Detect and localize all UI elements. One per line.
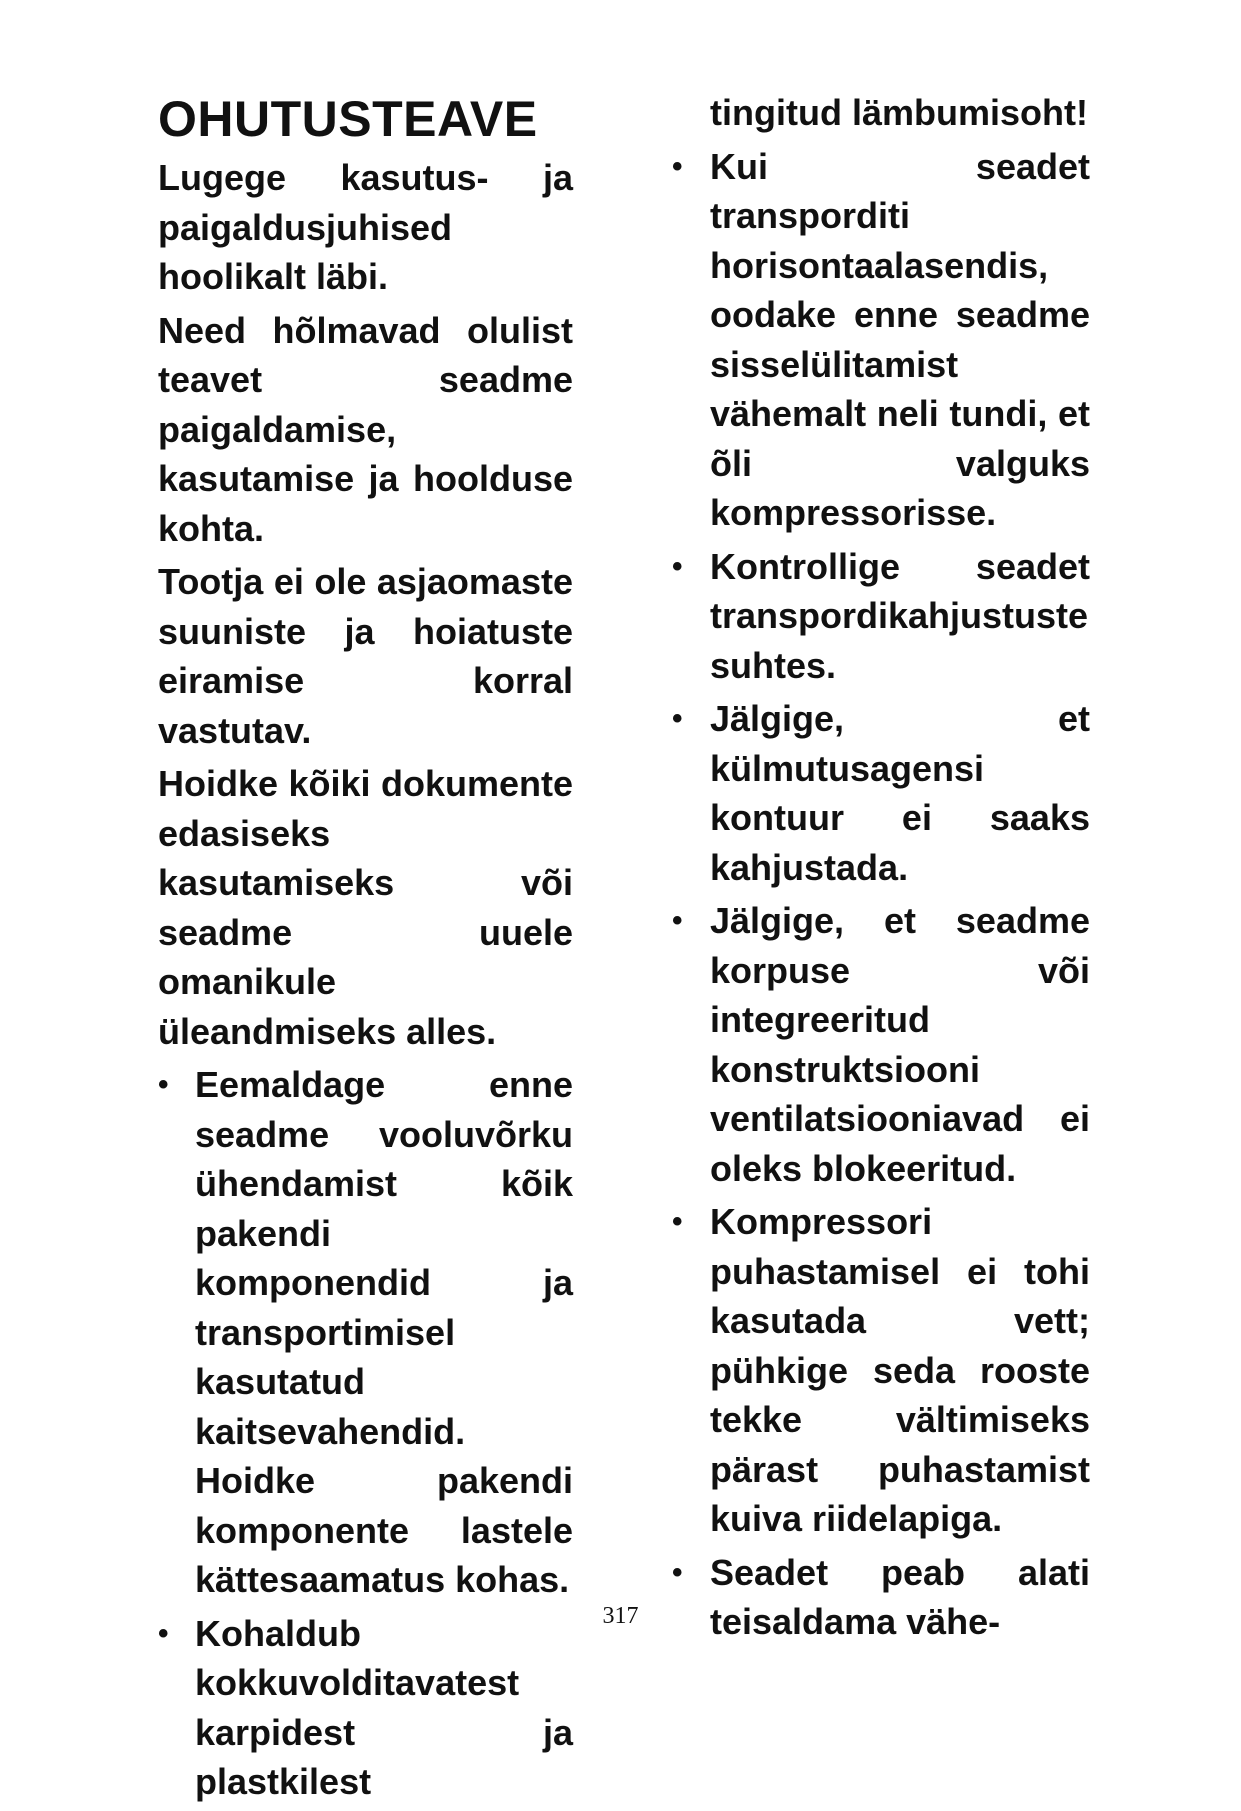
bullet-item: • Kui seadet transporditi horisontaalasendis, oodake enne seadme sisselülitamist vähemalt neli tundi, et õli valguks kompressorisse. xyxy=(672,142,1090,538)
paragraph: Lugege kasutus- ja paigaldusjuhised hoolikalt läbi. xyxy=(158,157,573,297)
bullet-item: • Jälgige, et külmutusagensi kontuur ei saaks kahjustada. xyxy=(672,694,1090,892)
bullet-item: • Seadet peab alati teisaldama vähe- xyxy=(672,1548,1090,1647)
paragraph: Tootja ei ole asjaomaste suuniste ja hoiatuste eiramise korral vastutav. xyxy=(158,561,573,751)
bullet-item: • Kompressori puhastamisel ei tohi kasutada vett; pühkige seda rooste tekke vältimiseks pärast puhastamist kuiva riidelapiga. xyxy=(672,1197,1090,1544)
continuation-text: tingitud lämbumisoht! xyxy=(710,92,1088,133)
page-number: 317 xyxy=(602,1603,639,1629)
bullet-item: • Eemaldage enne seadme vooluvõrku ühendamist kõik pakendi komponendid ja transportimisel kasutatud kaitsevahendid. Hoidke pakendi komponente lastele kättesaamatus kohas. xyxy=(158,1060,573,1605)
bullet-item: • Jälgige, et seadme korpuse või integreeritud konstruktsiooni ventilatsiooniavad ei oleks blokeeritud. xyxy=(672,896,1090,1193)
section-title: OHUTUSTEAVE xyxy=(158,91,538,147)
paragraph: Need hõlmavad olulist teavet seadme paigaldamise, kasutamise ja hoolduse kohta. xyxy=(158,309,573,549)
left-column xyxy=(158,88,573,1811)
bullet-item: • Kohaldub kokkuvolditavatest karpidest ja plastkilest xyxy=(158,1609,573,1807)
paragraph: Hoidke kõiki dokumente edasiseks kasutamiseks või seadme uuele omanikule üleandmiseks alles. xyxy=(158,763,573,1052)
right-column xyxy=(672,88,1090,1651)
bullet-item: • Kontrollige seadet transpordikahjustuste suhtes. xyxy=(672,542,1090,691)
